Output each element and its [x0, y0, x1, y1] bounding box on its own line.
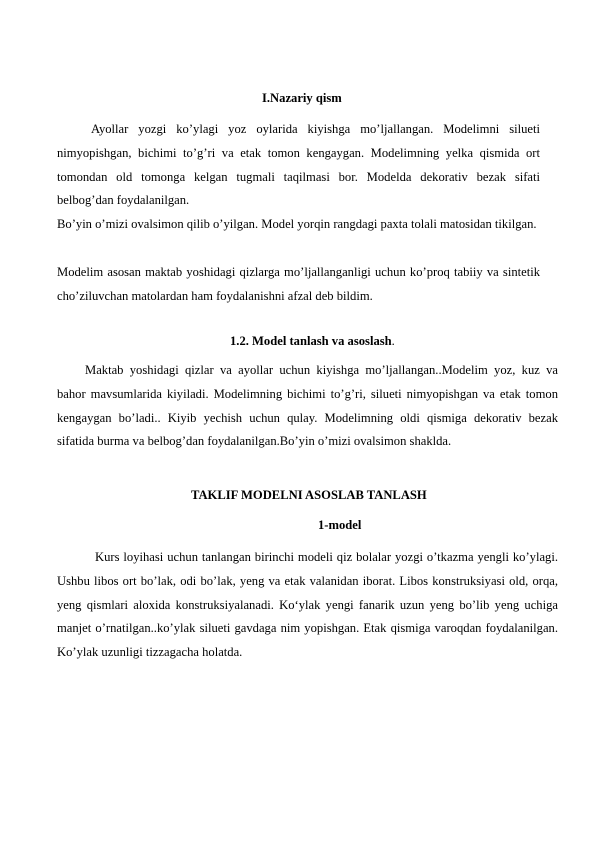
paragraph-materials: Modelim asosan maktab yoshidagi qizlarga mo’ljallanganligi uchun ko’proq tabiiy va sintetik cho’ziluvchan matolardan ham foydalanishni afzal deb bildim. — [57, 265, 540, 303]
heading-caps: TAKLIF MODELNI ASOSLAB TANLASH — [191, 488, 427, 502]
subsection-title-dot: . — [391, 334, 395, 348]
paragraph-neckline: Bo’yin o’mizi ovalsimon qilib o’yilgan. Model yorqin rangdagi paxta tolali matosidan tikilgan. — [57, 217, 537, 231]
subsection-title: 1.2. Model tanlash va asoslash — [230, 334, 392, 348]
section-title: I.Nazariy qism — [262, 91, 342, 105]
paragraph-model-description: Kurs loyihasi uchun tanlangan birinchi modeli qiz bolalar yozgi o’tkazma yengli ko’ylagi. Ushbu libos ort bo’lak, odi bo’lak, yeng va etak valanidan iborat. Libos konstruksiyasi old, orqa, yeng qismlari aloxida konstruksiyalanadi. Koʻylak yengi fanarik uzun yeng bo’lib yeng uchiga manjet o’rnatilgan..ko’ylak silueti gavdaga nim yopishgan. Etak qismiga varoqdan foydalanilgan. Ko’ylak uzunligi tizzagacha holatda. — [57, 550, 558, 660]
paragraph-intro: Ayollar yozgi ko’ylagi yoz oylarida kiyishga mo’ljallangan. Modelimni silueti nimyopishgan, bichimi to’g’ri va etak tomon kengaygan. Modelimning yelka qismida ort tomondan old tomonga kelgan tugmali taqilmasi bor. Modelda dekorativ bezak sifati belbog’dan foydalanilgan. — [57, 122, 540, 208]
subsection-title-wrap — [230, 331, 395, 351]
heading-model: 1-model — [318, 518, 362, 532]
paragraph-model-choice: Maktab yoshidagi qizlar va ayollar uchun kiyishga mo’ljallangan..Modelim yoz, kuz va bahor mavsumlarida kiyiladi. Modelimning bichimi to’g’ri, silueti nimyopishgan va etak tomon kengaygan bo’ladi.. Kiyib yechish uchun qulay. Modelimning oldi qismiga dekorativ bezak sifatida burma va belbog’dan foydalanilgan.Bo’yin o’mizi ovalsimon shaklda. — [57, 363, 558, 449]
